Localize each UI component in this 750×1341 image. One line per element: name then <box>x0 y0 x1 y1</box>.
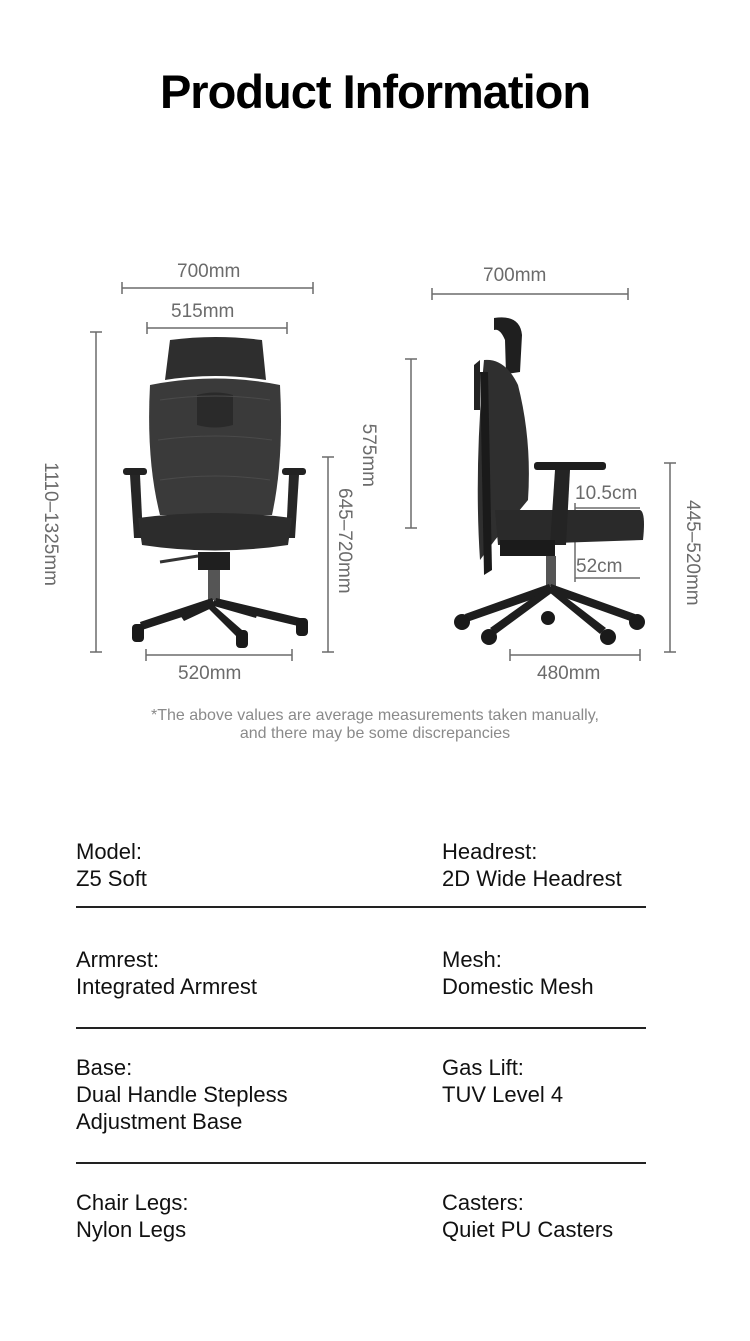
front-overall-width-label: 700mm <box>177 261 241 282</box>
spec-value: Nylon Legs <box>76 1217 187 1242</box>
front-total-height-label: 1110–1325mm <box>40 462 61 586</box>
spec-model <box>76 838 147 892</box>
front-chair-illustration <box>123 337 308 648</box>
note-line-2: and there may be some discrepancies <box>239 725 511 742</box>
spec-label: Headrest: <box>442 839 538 864</box>
spec-value: Domestic Mesh <box>442 974 594 999</box>
divider <box>76 906 646 908</box>
spec-casters <box>442 1189 613 1243</box>
spec-base <box>76 1054 288 1135</box>
divider <box>76 1162 646 1164</box>
side-overall-depth-label: 700mm <box>483 265 547 286</box>
spec-value: Z5 Soft <box>76 866 147 891</box>
spec-label: Gas Lift: <box>442 1055 524 1080</box>
spec-value: Quiet PU Casters <box>442 1217 614 1242</box>
spec-value: Dual Handle Stepless <box>76 1082 288 1107</box>
note-line-1: *The above values are average measurements taken manually, <box>151 707 599 724</box>
measurement-note <box>0 707 750 743</box>
spec-gas-lift <box>442 1054 563 1108</box>
spec-armrest <box>76 946 257 1000</box>
spec-label: Base: <box>76 1055 133 1080</box>
spec-label: Mesh: <box>442 947 502 972</box>
spec-label: Chair Legs: <box>76 1190 189 1215</box>
spec-chair-legs <box>76 1189 189 1243</box>
side-seat-height-label: 445–520mm <box>682 500 703 606</box>
spec-value: TUV Level 4 <box>442 1082 564 1107</box>
spec-label: Model: <box>76 839 143 864</box>
side-base-depth-label: 480mm <box>537 663 601 684</box>
front-base-width-label: 520mm <box>178 663 242 684</box>
chair-dimension-diagram <box>0 250 750 700</box>
spec-mesh <box>442 946 594 1000</box>
divider <box>76 1027 646 1029</box>
side-armrest-adjust-label: 52cm <box>576 556 623 577</box>
side-backrest-height-label: 575mm <box>358 423 379 487</box>
spec-value: 2D Wide Headrest <box>442 866 622 891</box>
side-armrest-pad-label: 10.5cm <box>575 483 638 504</box>
spec-value-line-2: Adjustment Base <box>76 1109 243 1134</box>
spec-label: Armrest: <box>76 947 160 972</box>
front-armrest-height-label: 645–720mm <box>334 488 355 594</box>
side-chair-illustration <box>454 317 645 645</box>
spec-headrest <box>442 838 622 892</box>
spec-label: Casters: <box>442 1190 524 1215</box>
page-title: Product Information <box>159 65 591 118</box>
front-backrest-width-label: 515mm <box>171 301 235 322</box>
spec-value: Integrated Armrest <box>76 974 257 999</box>
